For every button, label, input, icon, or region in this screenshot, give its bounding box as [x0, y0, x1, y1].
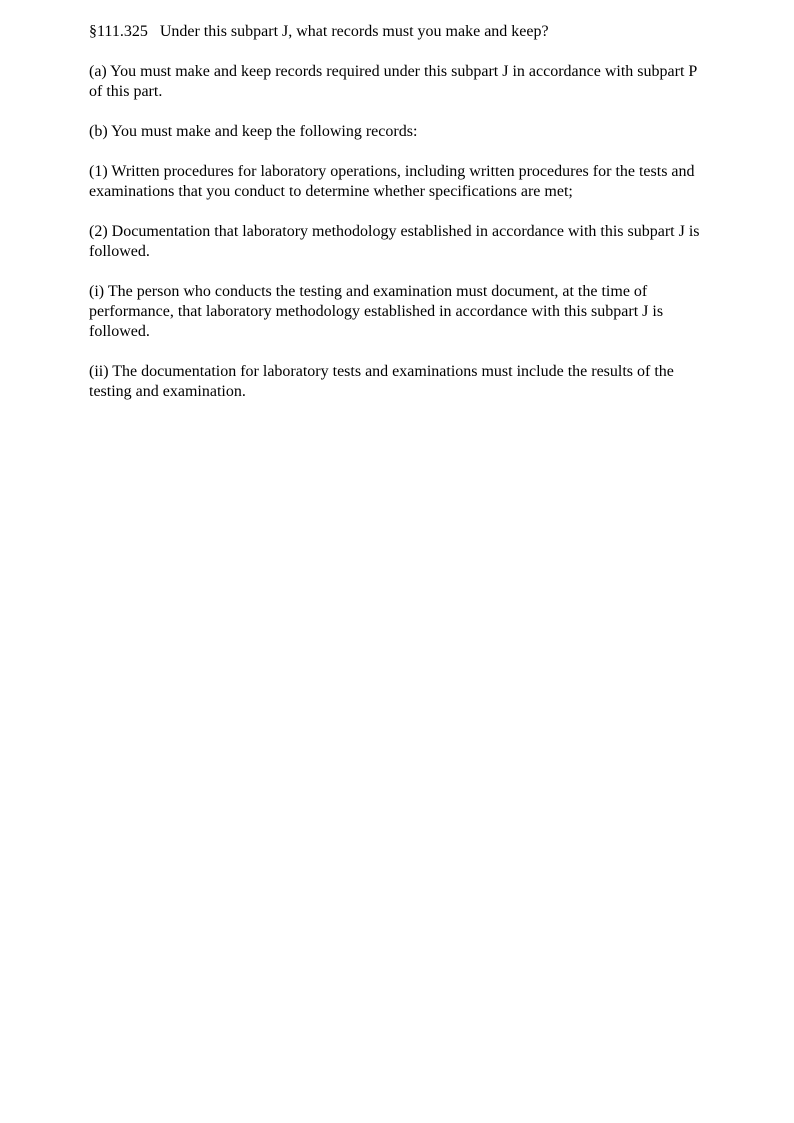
- section-heading: §111.325 Under this subpart J, what records must you make and keep?: [89, 23, 549, 40]
- paragraph-b-2-i: (i) The person who conducts the testing and examination must document, at the time of performance, that laboratory methodology established in accordance with this subpart J is followed.: [89, 283, 664, 340]
- paragraph-b: (b) You must make and keep the following records:: [89, 123, 418, 140]
- paragraph-b-2-ii: (ii) The documentation for laboratory tests and examinations must include the results of the testing and examination.: [89, 363, 674, 400]
- paragraph-b-1: (1) Written procedures for laboratory operations, including written procedures for the tests and examinations that you conduct to determine whether specifications are met;: [89, 163, 695, 200]
- document-body: [89, 22, 711, 402]
- paragraph-a: (a) You must make and keep records required under this subpart J in accordance with subpart P of this part.: [89, 63, 697, 100]
- paragraph-b-2: (2) Documentation that laboratory methodology established in accordance with this subpart J is followed.: [89, 223, 700, 260]
